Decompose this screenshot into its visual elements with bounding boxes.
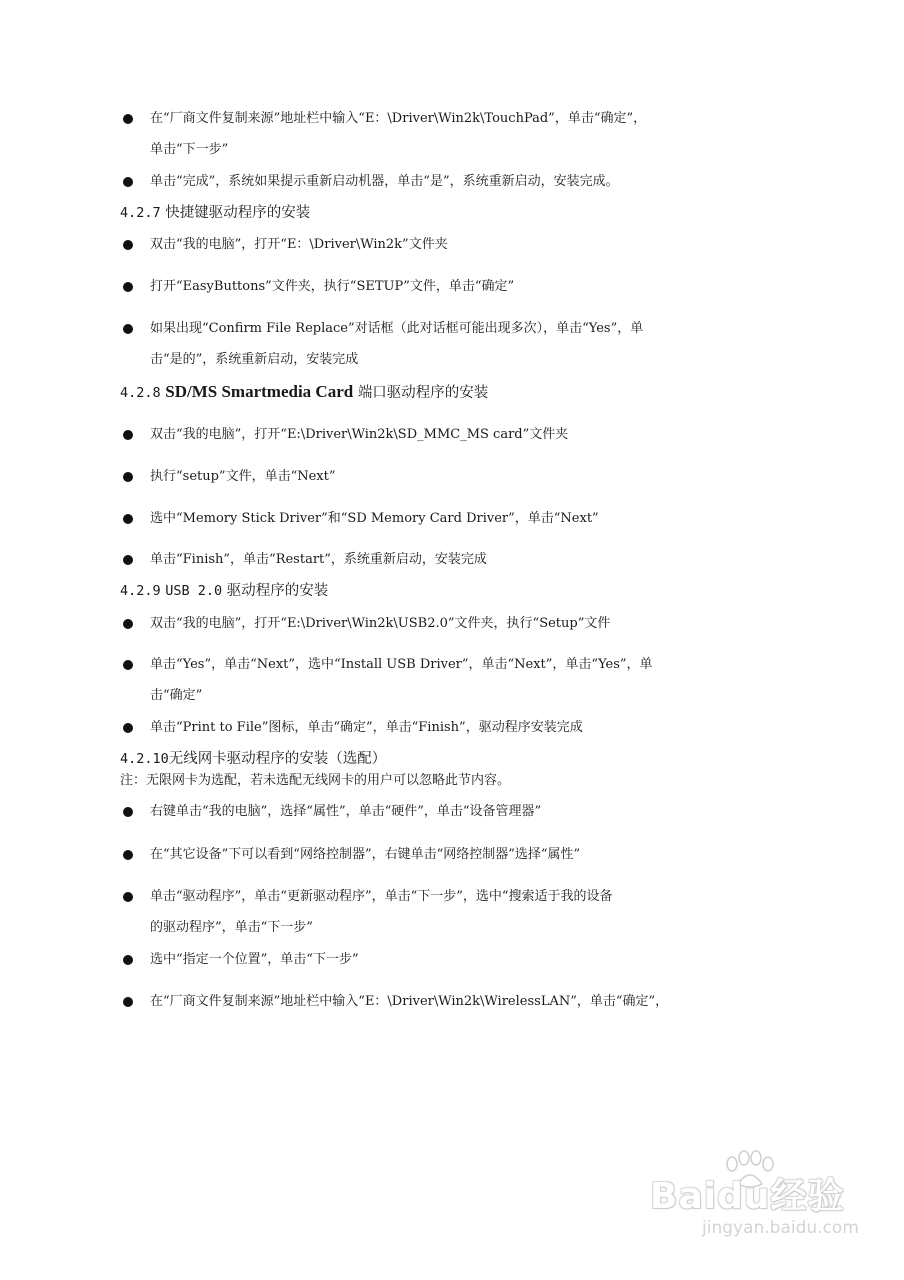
bullet-icon bbox=[123, 555, 133, 565]
bullet-icon bbox=[123, 472, 133, 482]
item-text: 单击“Finish”，单击“Restart”，系统重新启动，安装完成 bbox=[150, 552, 487, 567]
item-text-cont: 击“是的”，系统重新启动，安装完成 bbox=[150, 352, 359, 367]
item-text: 右键单击“我的电脑”，选择“属性”，单击“硬件”，单击“设备管理器” bbox=[150, 804, 542, 819]
item-text: 双击“我的电脑”，打开“E：\Driver\Win2k”文件夹 bbox=[150, 237, 448, 252]
item-text: 在“其它设备”下可以看到“网络控制器”，右键单击“网络控制器”选择“属性” bbox=[150, 847, 581, 862]
bullet-icon bbox=[123, 114, 133, 124]
item-text: 单击“Print to File”图标，单击“确定”，单击“Finish”，驱动程序安装完成 bbox=[150, 720, 583, 735]
section-note: 注：无限网卡为选配，若未选配无线网卡的用户可以忽略此节内容。 bbox=[120, 773, 511, 788]
item-text: 双击“我的电脑”，打开“E:\Driver\Win2k\USB2.0”文件夹，执行“Setup”文件 bbox=[150, 616, 611, 631]
section-heading-4-2-7: 4.2.7 快捷键驱动程序的安装 bbox=[120, 205, 311, 221]
item-text: 执行“setup”文件，单击“Next” bbox=[150, 469, 336, 484]
item-text: 选中“指定一个位置”，单击“下一步” bbox=[150, 952, 359, 967]
item-text: 单击“驱动程序”，单击“更新驱动程序”，单击“下一步”，选中“搜索适于我的设备 bbox=[150, 889, 613, 904]
bullet-icon bbox=[123, 282, 133, 292]
bullet-icon bbox=[123, 850, 133, 860]
bullet-icon bbox=[123, 955, 133, 965]
item-text: 单击“完成”，系统如果提示重新启动机器，单击“是”，系统重新启动，安装完成。 bbox=[150, 174, 619, 189]
item-text: 在“厂商文件复制来源”地址栏中输入“E：\Driver\Win2k\TouchPad”，单击“确定”， bbox=[150, 111, 647, 126]
item-text: 在“厂商文件复制来源”地址栏中输入“E：\Driver\Win2k\WirelessLAN”，单击“确定”， bbox=[150, 994, 669, 1009]
watermark-url: jingyan.baidu.com bbox=[702, 1218, 859, 1238]
item-text: 选中“Memory Stick Driver”和“SD Memory Card Driver”，单击“Next” bbox=[150, 511, 599, 526]
item-text-cont: 的驱动程序”，单击“下一步” bbox=[150, 920, 313, 935]
watermark-brand: Baidu经验 bbox=[650, 1176, 845, 1217]
item-text: 双击“我的电脑”，打开“E:\Driver\Win2k\SD_MMC_MS card”文件夹 bbox=[150, 427, 569, 442]
item-text: 如果出现“Confirm File Replace”对话框（此对话框可能出现多次），单击“Yes”，单 bbox=[150, 321, 644, 336]
bullet-icon bbox=[123, 177, 133, 187]
bullet-icon bbox=[123, 430, 133, 440]
section-heading-4-2-8: 4.2.8 SD/MS Smartmedia Card 端口驱动程序的安装 bbox=[120, 382, 489, 401]
bullet-icon bbox=[123, 514, 133, 524]
section-heading-4-2-9: 4.2.9 USB 2.0 驱动程序的安装 bbox=[120, 583, 329, 599]
item-text-cont: 击“确定” bbox=[150, 688, 203, 703]
bullet-icon bbox=[123, 997, 133, 1007]
baidu-jingyan-watermark bbox=[640, 1150, 880, 1245]
bullet-icon bbox=[123, 892, 133, 902]
bullet-icon bbox=[123, 619, 133, 629]
bullet-icon bbox=[123, 660, 133, 670]
bullet-icon bbox=[123, 723, 133, 733]
bullet-icon bbox=[123, 807, 133, 817]
section-heading-4-2-10: 4.2.10无线网卡驱动程序的安装（选配） bbox=[120, 751, 387, 767]
bullet-icon bbox=[123, 324, 133, 334]
item-text: 打开“EasyButtons”文件夹，执行“SETUP”文件，单击“确定” bbox=[150, 279, 515, 294]
bullet-icon bbox=[123, 240, 133, 250]
item-text-cont: 单击“下一步” bbox=[150, 142, 229, 157]
item-text: 单击“Yes”，单击“Next”，选中“Install USB Driver”，单击“Next”，单击“Yes”，单 bbox=[150, 657, 653, 672]
